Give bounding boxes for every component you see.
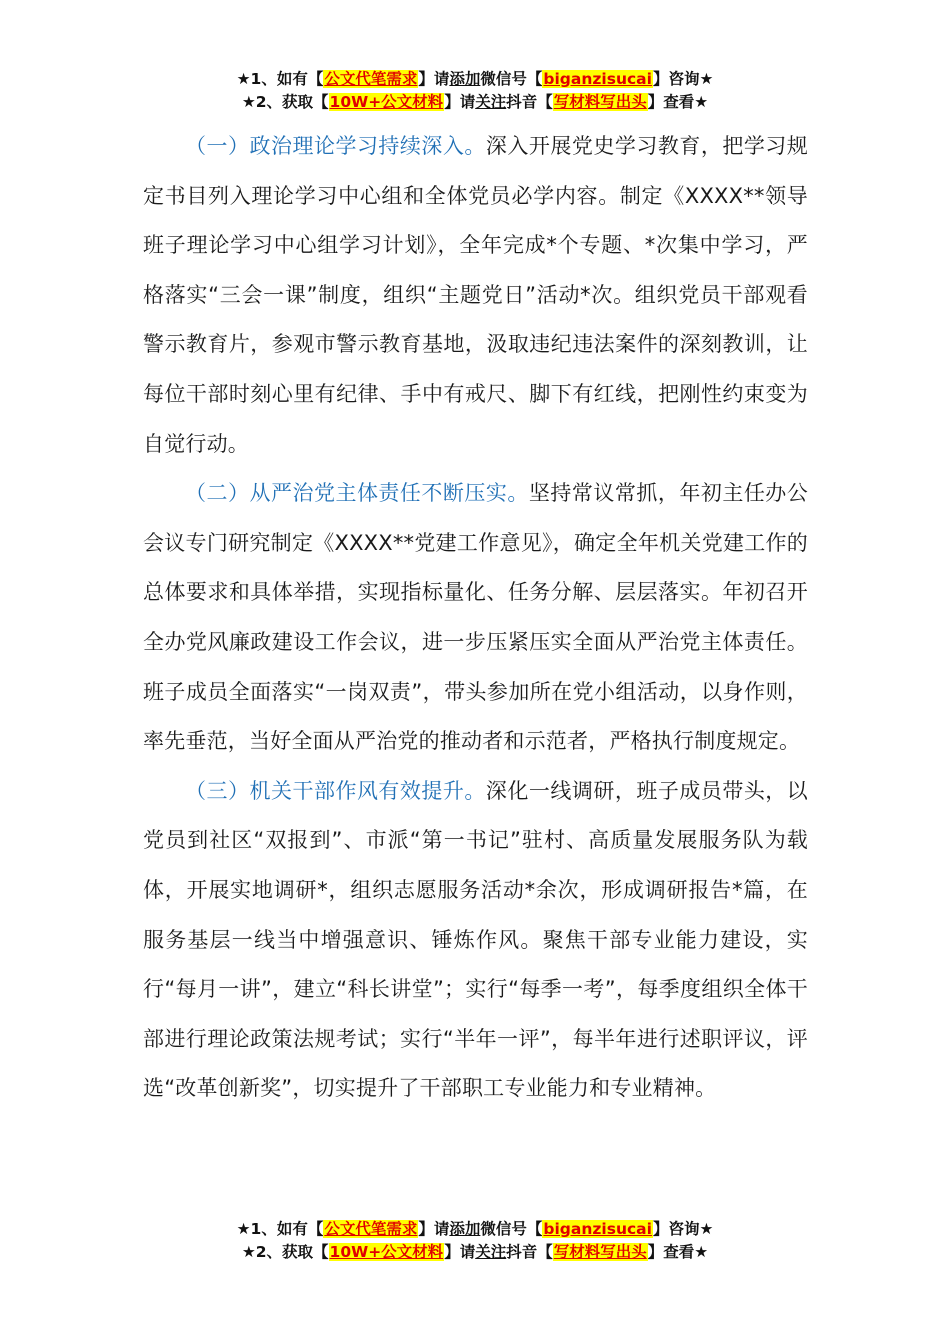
- promo-highlight: 公文代笔需求: [324, 70, 418, 88]
- douyin-id: 写材料写出头: [553, 1243, 647, 1261]
- paragraph-2: [143, 469, 808, 767]
- paragraph-text: 深入开展党史学习教育，把学习规定书目列入理论学习中心组和全体党员必学内容。制定《XXXX**领导班子理论学习中心组学习计划》，全年完成*个专题、*次集中学习，严格落实“三会一课”制度，组织“主题党日”活动*次。组织党员干部观看警示教育片，参观市警示教育基地，汲取违纪违法案件的深刻教训，让每位干部时刻心里有纪律、手中有戒尺、脚下有红线，把刚性约束变为自觉行动。: [143, 134, 808, 456]
- promo-line-1: ★1、如有【公文代笔需求】请添加微信号【biganzisucai】咨询★: [236, 70, 714, 88]
- paragraph-heading: （一）政治理论学习持续深入。: [185, 134, 486, 158]
- promo-line-1: ★1、如有【公文代笔需求】请添加微信号【biganzisucai】咨询★: [236, 1220, 714, 1238]
- paragraph-3: [143, 767, 808, 1114]
- paragraph-1: [143, 122, 808, 469]
- paragraph-heading: （二）从严治党主体责任不断压实。: [185, 481, 529, 506]
- promo-line-2: ★2、获取【10W+公文材料】请关注抖音【写材料写出头】查看★: [241, 1243, 709, 1261]
- promo-highlight: 公文代笔需求: [324, 1220, 418, 1238]
- promo-highlight: 10W+公文材料: [329, 93, 444, 111]
- document-body: [143, 122, 808, 1114]
- top-promo-banner: [0, 68, 950, 114]
- douyin-id: 写材料写出头: [553, 93, 647, 111]
- paragraph-heading: （三）机关干部作风有效提升。: [185, 778, 486, 803]
- promo-line-2: ★2、获取【10W+公文材料】请关注抖音【写材料写出头】查看★: [241, 93, 709, 111]
- promo-highlight: 10W+公文材料: [329, 1243, 444, 1261]
- wechat-id: biganzisucai: [543, 1220, 652, 1238]
- wechat-id: biganzisucai: [543, 70, 652, 88]
- bottom-promo-banner: [0, 1218, 950, 1264]
- paragraph-text: 深化一线调研，班子成员带头，以党员到社区“双报到”、市派“第一书记”驻村、高质量发展服务队为载体，开展实地调研*，组织志愿服务活动*余次，形成调研报告*篇，在服务基层一线当中增强意识、锤炼作风。聚焦干部专业能力建设，实行“每月一讲”，建立“科长讲堂”；实行“每季一考”，每季度组织全体干部进行理论政策法规考试；实行“半年一评”，每半年进行述职评议，评选“改革创新奖”，切实提升了干部职工专业能力和专业精神。: [143, 778, 808, 1101]
- paragraph-text: 坚持常议常抓，年初主任办公会议专门研究制定《XXXX**党建工作意见》，确定全年机关党建工作的总体要求和具体举措，实现指标量化、任务分解、层层落实。年初召开全办党风廉政建设工作会议，进一步压紧压实全面从严治党主体责任。班子成员全面落实“一岗双责”，带头参加所在党小组活动，以身作则，率先垂范，当好全面从严治党的推动者和示范者，严格执行制度规定。: [143, 481, 808, 754]
